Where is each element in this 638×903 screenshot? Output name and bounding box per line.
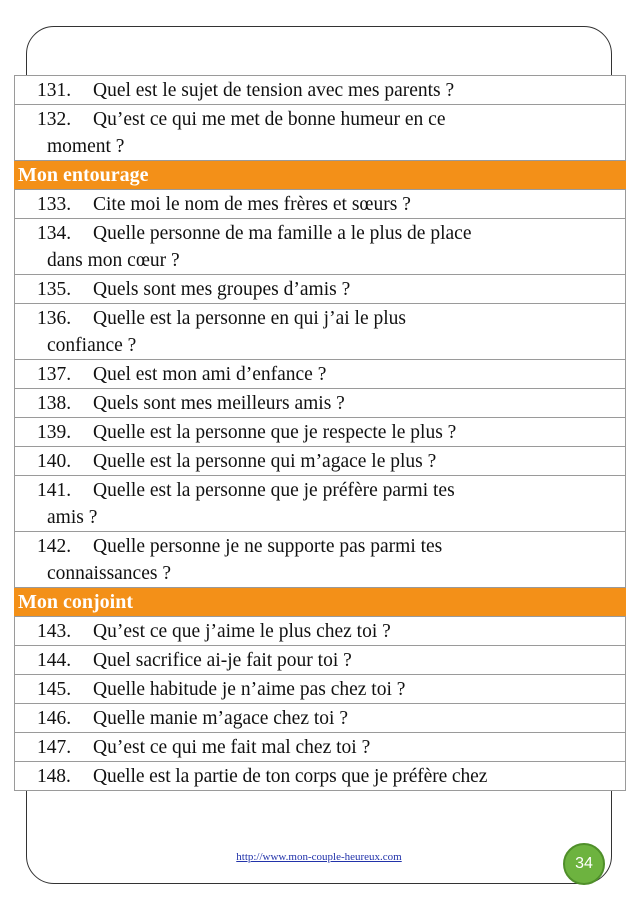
question-text-continued: moment ? <box>47 136 125 157</box>
question-text: Quelle habitude je n’aime pas chez toi ? <box>93 679 406 700</box>
question-number: 147. <box>37 737 72 758</box>
question-text: Quels sont mes meilleurs amis ? <box>93 393 345 414</box>
question-text: Quelle est la personne qui m’agace le plus ? <box>93 451 437 472</box>
question-row-132 <box>14 105 626 161</box>
question-number: 139. <box>37 422 72 443</box>
question-number: 134. <box>37 223 72 244</box>
question-row-145 <box>14 675 626 704</box>
question-text: Cite moi le nom de mes frères et sœurs ? <box>93 194 411 215</box>
question-row-140 <box>14 447 626 476</box>
question-text: Quelle est la personne que je respecte le plus ? <box>93 422 457 443</box>
question-text-continued: connaissances ? <box>47 563 171 584</box>
question-text: Quel sacrifice ai-je fait pour toi ? <box>93 650 352 671</box>
question-row-135 <box>14 275 626 304</box>
question-row-141 <box>14 476 626 532</box>
question-row-147 <box>14 733 626 762</box>
question-text: Quelle est la partie de ton corps que je préfère chez <box>93 766 488 787</box>
question-row-146 <box>14 704 626 733</box>
question-number: 136. <box>37 308 72 329</box>
question-table <box>14 75 626 791</box>
question-text: Quelle est la personne en qui j’ai le plus <box>93 308 406 329</box>
question-text: Quelle personne de ma famille a le plus de place <box>93 223 472 244</box>
question-row-138 <box>14 389 626 418</box>
question-number: 140. <box>37 451 72 472</box>
question-number: 132. <box>37 109 72 130</box>
question-number: 145. <box>37 679 72 700</box>
question-text: Quels sont mes groupes d’amis ? <box>93 279 351 300</box>
question-text: Qu’est ce qui me met de bonne humeur en ce <box>93 109 446 130</box>
question-text: Quelle personne je ne supporte pas parmi tes <box>93 536 443 557</box>
question-text: Quel est mon ami d’enfance ? <box>93 364 327 385</box>
question-number: 144. <box>37 650 72 671</box>
question-row-137 <box>14 360 626 389</box>
question-text: Quelle manie m’agace chez toi ? <box>93 708 348 729</box>
question-number: 142. <box>37 536 72 557</box>
section-header-conjoint: Mon conjoint <box>14 588 626 617</box>
question-row-133 <box>14 190 626 219</box>
question-row-142 <box>14 532 626 588</box>
question-text-continued: confiance ? <box>47 335 137 356</box>
section-header-entourage: Mon entourage <box>14 161 626 190</box>
question-text: Qu’est ce que j’aime le plus chez toi ? <box>93 621 391 642</box>
question-row-139 <box>14 418 626 447</box>
question-text: Quelle est la personne que je préfère parmi tes <box>93 480 455 501</box>
question-number: 133. <box>37 194 72 215</box>
question-number: 146. <box>37 708 72 729</box>
question-text-continued: amis ? <box>47 507 98 528</box>
question-row-136 <box>14 304 626 360</box>
question-text: Qu’est ce qui me fait mal chez toi ? <box>93 737 371 758</box>
question-text: Quel est le sujet de tension avec mes parents ? <box>93 80 455 101</box>
question-text-continued: dans mon cœur ? <box>47 250 180 271</box>
question-number: 135. <box>37 279 72 300</box>
question-row-134 <box>14 219 626 275</box>
question-number: 143. <box>37 621 72 642</box>
question-number: 138. <box>37 393 72 414</box>
question-row-144 <box>14 646 626 675</box>
question-number: 137. <box>37 364 72 385</box>
question-number: 131. <box>37 80 72 101</box>
page-number-badge: 34 <box>563 843 605 885</box>
question-row-143 <box>14 617 626 646</box>
question-row-148 <box>14 762 626 791</box>
footer-website-link[interactable]: http://www.mon-couple-heureux.com <box>236 851 402 863</box>
question-number: 141. <box>37 480 72 501</box>
question-row-131 <box>14 76 626 105</box>
question-number: 148. <box>37 766 71 787</box>
